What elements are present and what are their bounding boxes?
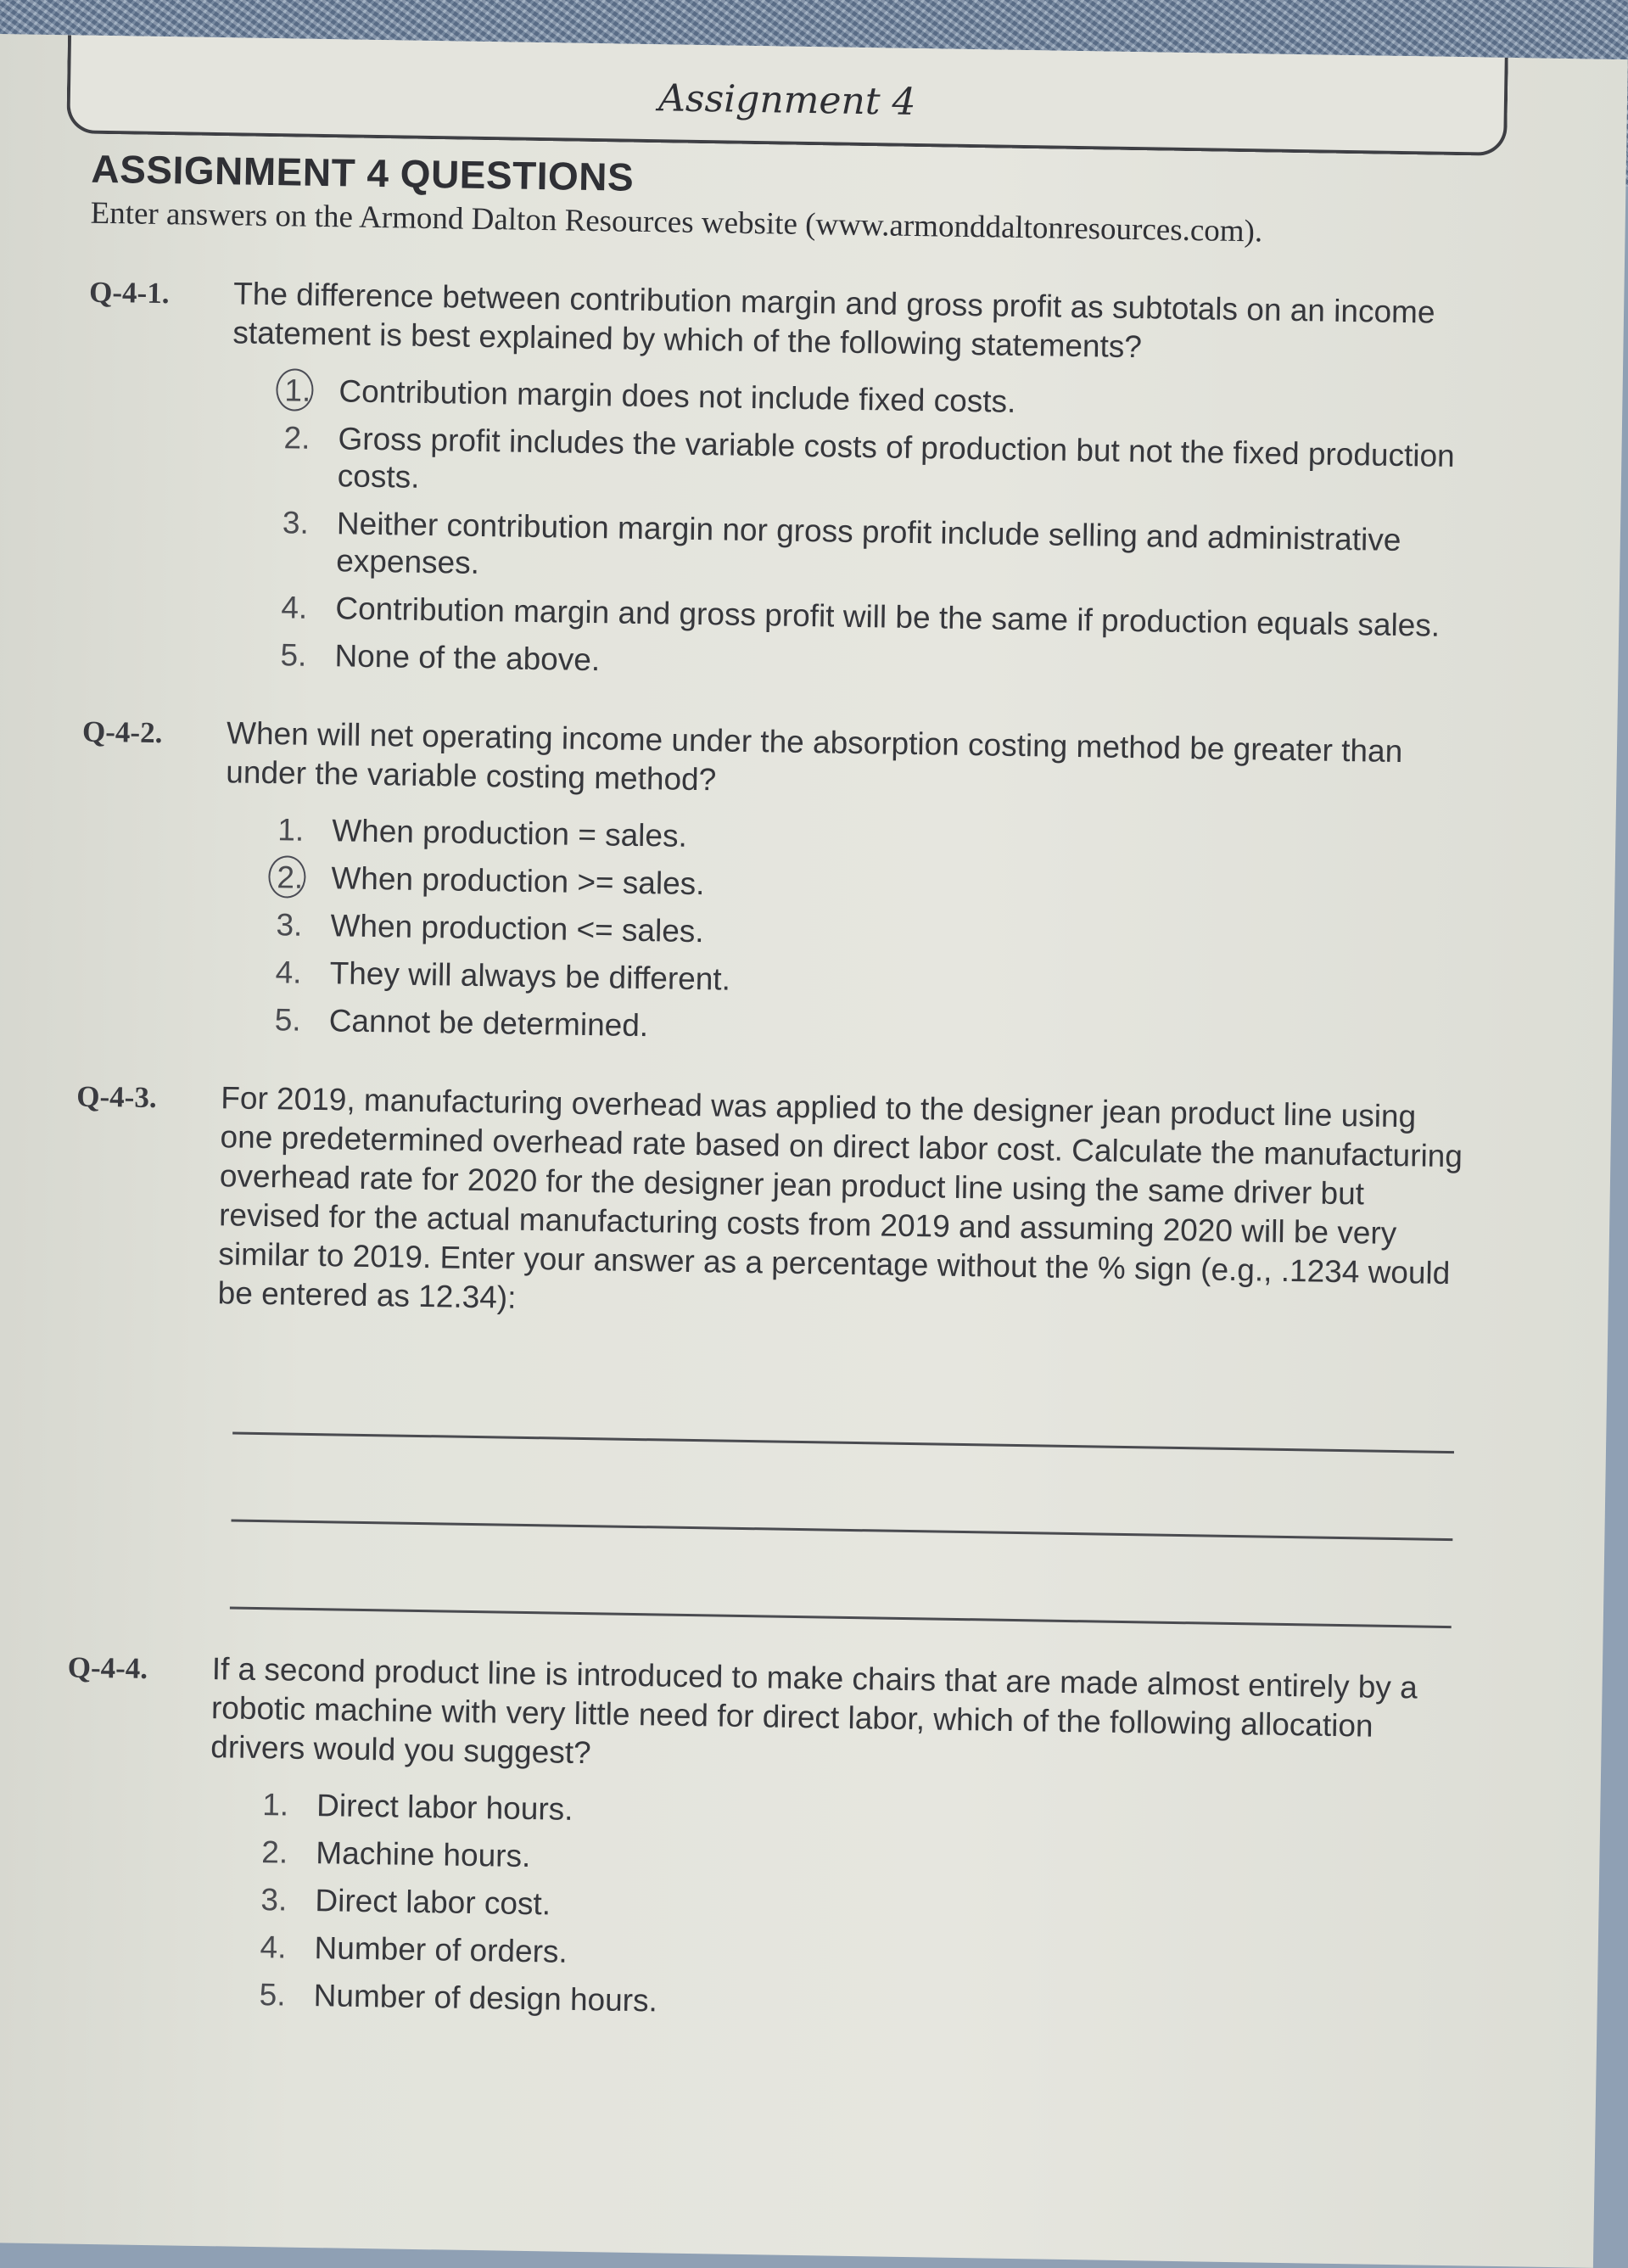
question-4-4	[62, 1647, 1459, 2032]
document-page	[0, 34, 1628, 2268]
instructions-text: Enter answers on the Armond Dalton Resources website (www.armonddaltonresources.com).	[90, 195, 1263, 249]
answer-option-selected	[284, 372, 1480, 428]
answer-lines	[230, 1347, 1464, 1629]
answer-option	[261, 1834, 1457, 1890]
answer-option	[260, 1881, 1456, 1937]
answer-option	[281, 589, 1476, 645]
option-text: They will always be different.	[329, 955, 731, 997]
answer-option	[277, 811, 1473, 867]
option-number: 1.	[261, 1787, 289, 1823]
question-text: For 2019, manufacturing overhead was applied to the designer jean product line using one predetermined overhead rate based on direct labor cost. Calculate the manufacturing overhead rate for 2020 for the designer jean product line using the same driver but revised for the actual manufacturing costs from 2019 and assuming 2020 will be very similar to 2019. Enter your answer as a percentage without the % sign (e.g., .1234 would be entered as 12.34):	[217, 1080, 1463, 1315]
option-number: 3.	[282, 505, 310, 540]
option-text: When production <= sales.	[330, 908, 704, 949]
option-text: Cannot be determined.	[328, 1003, 649, 1044]
assignment-heading: ASSIGNMENT 4 QUESTIONS	[91, 146, 635, 199]
option-number: 4.	[260, 1929, 287, 1965]
answer-option	[262, 1786, 1457, 1842]
answer-option	[259, 1976, 1454, 2032]
answer-options	[62, 1783, 1457, 2032]
question-text: If a second product line is introduced to make chairs that are made almost entirely by a robotic machine with very little need for direct labor, which of the following allocation drivers would you suggest?	[210, 1651, 1418, 1771]
answer-option	[276, 906, 1471, 962]
option-number: 5.	[274, 1002, 301, 1038]
answer-option	[274, 1001, 1469, 1057]
assignment-content	[62, 146, 1483, 2042]
option-text: Direct labor cost.	[315, 1883, 551, 1922]
option-number: 3.	[276, 907, 303, 943]
answer-options	[83, 369, 1479, 693]
answer-option	[282, 504, 1477, 597]
option-number: 1.	[277, 812, 305, 848]
option-text: Number of orders.	[314, 1930, 568, 1969]
answer-option	[280, 636, 1475, 692]
option-text: Contribution margin and gross profit will be the same if production equals sales.	[335, 591, 1441, 643]
question-number: Q-4-3.	[76, 1079, 157, 1115]
answer-blank-line	[230, 1521, 1452, 1628]
option-text: When production >= sales.	[331, 860, 705, 902]
question-number: Q-4-1.	[88, 275, 170, 311]
answer-option-selected	[277, 859, 1472, 915]
question-4-1	[83, 272, 1480, 693]
question-text: The difference between contribution margin and gross profit as subtotals on an income statement is best explained by which of the following statements?	[232, 276, 1435, 365]
option-text: Machine hours.	[316, 1835, 531, 1874]
option-text: Direct labor hours.	[316, 1788, 573, 1827]
answer-options	[77, 809, 1472, 1058]
option-number: 5.	[259, 1977, 286, 2013]
option-text: Contribution margin does not include fixed costs.	[338, 373, 1016, 419]
option-text: None of the above.	[334, 638, 601, 678]
option-number: 3.	[260, 1882, 288, 1918]
option-number: 4.	[275, 955, 302, 990]
question-4-3	[69, 1077, 1469, 1629]
answer-option	[283, 419, 1479, 512]
question-number: Q-4-4.	[67, 1650, 148, 1685]
option-text: Gross profit includes the variable costs of production but not the fixed production costs.	[337, 421, 1456, 495]
option-text: Number of design hours.	[313, 1978, 658, 2019]
option-text: When production = sales.	[331, 813, 688, 854]
option-number: 4.	[281, 590, 308, 625]
option-number: 2.	[261, 1834, 288, 1870]
option-number: 2.	[277, 859, 316, 897]
question-number: Q-4-2.	[81, 714, 163, 750]
option-number: 1.	[284, 372, 324, 410]
page-header-title: Assignment 4	[657, 76, 916, 124]
question-text: When will net operating income under the absorption costing method be greater than under the variable costing method?	[226, 715, 1403, 798]
question-4-2	[77, 712, 1474, 1058]
option-number: 5.	[280, 637, 307, 673]
answer-option	[260, 1929, 1455, 1985]
option-number: 2.	[283, 420, 310, 456]
option-text: Neither contribution margin nor gross profit include selling and administrative expenses.	[335, 506, 1401, 580]
answer-option	[275, 954, 1470, 1010]
